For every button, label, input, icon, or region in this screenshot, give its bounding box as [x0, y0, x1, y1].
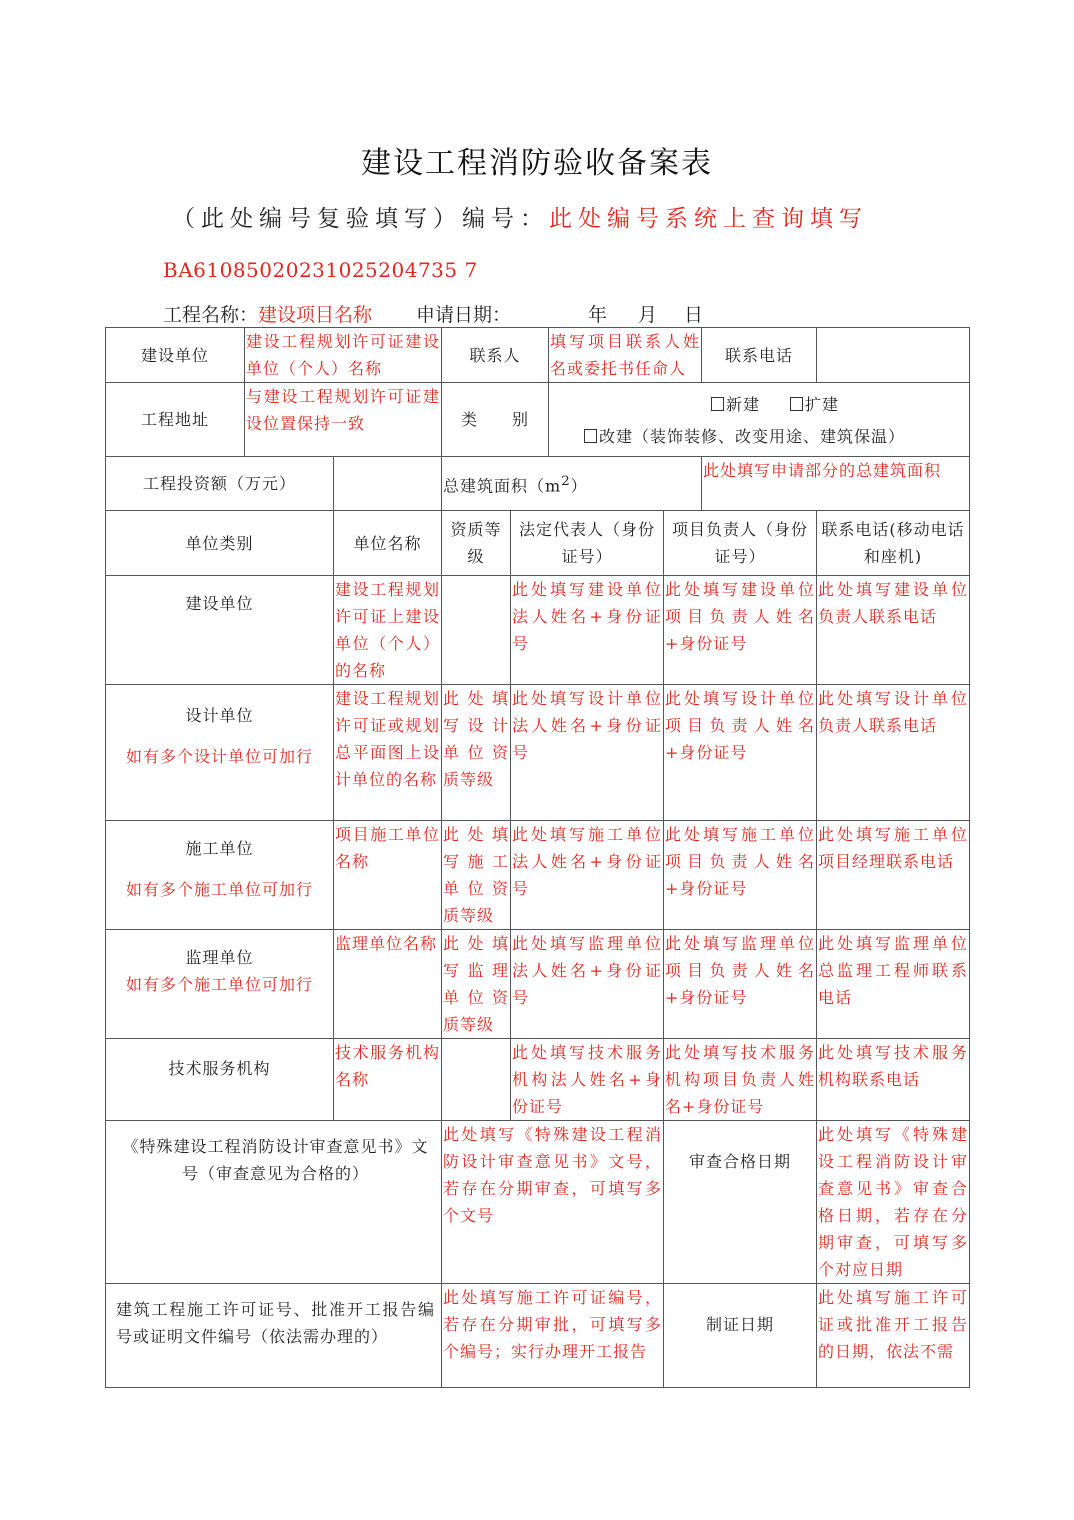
header-grade-text: 资质等级: [450, 520, 502, 566]
row-review: [106, 1121, 970, 1284]
row-investment: [106, 457, 970, 511]
page-title: 建设工程消防验收备案表: [361, 146, 713, 181]
review-date-label: 审查合格日期: [688, 1152, 791, 1171]
invest-value-cell[interactable]: [334, 457, 442, 511]
unit-type: 建设单位: [185, 594, 254, 613]
unit-leader-cell[interactable]: [664, 1039, 817, 1121]
contact-label-cell: [442, 328, 549, 383]
unit-phone-cell[interactable]: [817, 930, 970, 1039]
unit-legal: 此处填写施工单位法人姓名+身份证号: [512, 825, 662, 898]
unit-phone: 此处填写设计单位负责人联系电话: [818, 689, 968, 735]
review-value-cell[interactable]: [442, 1121, 664, 1284]
unit-legal: 此处填写设计单位法人姓名+身份证号: [512, 689, 662, 762]
checkbox-expand[interactable]: [790, 397, 803, 411]
owner-label: 建设单位: [140, 345, 209, 365]
unit-grade-cell[interactable]: [442, 685, 511, 821]
unit-grade-cell[interactable]: [442, 576, 511, 685]
area-value-cell[interactable]: [702, 457, 970, 511]
permit-value: 此处填写施工许可证编号，若存在分期审批，可填写多个编号；实行办理开工报告: [443, 1288, 662, 1361]
review-date-value: 此处填写《特殊建设工程消防设计审查意见书》审查合格日期，若存在分期审查，可填写多个对应日期: [818, 1125, 968, 1279]
area-label-sup: 2: [561, 473, 571, 489]
option-expand[interactable]: [790, 395, 839, 414]
unit-row-supervision: [106, 930, 970, 1039]
unit-type-cell: [106, 1039, 334, 1121]
unit-name: 监理单位名称: [335, 934, 438, 953]
permit-date-value: 此处填写施工许可证或批准开工报告的日期，依法不需: [818, 1288, 968, 1361]
invest-label-cell: [106, 457, 334, 511]
unit-note: 如有多个设计单位可加行: [125, 747, 313, 766]
unit-type: 监理单位: [185, 948, 254, 967]
unit-phone-cell[interactable]: [817, 576, 970, 685]
unit-row-owner: [106, 576, 970, 685]
review-label: 《特殊建设工程消防设计审查意见书》文号（审查意见为合格的）: [122, 1137, 429, 1183]
phone-value-cell[interactable]: [817, 328, 970, 383]
date-day: 日: [684, 304, 704, 326]
unit-phone: 此处填写建设单位负责人联系电话: [818, 580, 968, 626]
checkbox-rebuild[interactable]: [584, 429, 597, 443]
checkbox-new[interactable]: [711, 397, 724, 411]
unit-legal-cell[interactable]: [511, 930, 664, 1039]
unit-name-cell[interactable]: [334, 685, 442, 821]
unit-legal: 此处填写技术服务机构法人姓名+身份证号: [512, 1043, 662, 1116]
header-leader: [664, 511, 817, 576]
header-legal-text: 法定代表人（身份证号）: [518, 520, 655, 566]
unit-leader-cell[interactable]: [664, 930, 817, 1039]
option-rebuild-label: 改建（装饰装修、改变用途、建筑保温）: [599, 427, 906, 446]
header-legal: [511, 511, 664, 576]
unit-phone: 此处填写技术服务机构联系电话: [818, 1043, 968, 1089]
owner-value: 建设工程规划许可证建设单位（个人）名称: [246, 332, 440, 378]
unit-name-cell[interactable]: [334, 1039, 442, 1121]
contact-value: 填写项目联系人姓名或委托书任命人: [550, 332, 700, 378]
header-leader-text: 项目负责人（身份证号）: [671, 520, 808, 566]
area-label-cell: [442, 457, 702, 511]
document-number: BA61085020231025204735 7: [163, 258, 478, 282]
unit-legal-cell[interactable]: [511, 1039, 664, 1121]
unit-phone: 此处填写监理单位总监理工程师联系电话: [818, 934, 968, 1007]
unit-note: 如有多个施工单位可加行: [125, 975, 313, 994]
unit-leader-cell[interactable]: [664, 821, 817, 930]
unit-leader: 此处填写施工单位项目负责人姓名+身份证号: [665, 825, 815, 898]
unit-phone: 此处填写施工单位项目经理联系电话: [818, 825, 968, 871]
option-expand-label: 扩建: [805, 395, 840, 414]
option-rebuild[interactable]: [550, 418, 968, 450]
unit-legal: 此处填写建设单位法人姓名+身份证号: [512, 580, 662, 653]
unit-name: 项目施工单位名称: [335, 825, 440, 871]
area-value: 此处填写申请部分的总建筑面积: [703, 461, 942, 480]
permit-date-label-cell: [664, 1284, 817, 1388]
unit-leader: 此处填写设计单位项目负责人姓名+身份证号: [665, 689, 815, 762]
unit-legal-cell[interactable]: [511, 821, 664, 930]
project-line: [163, 300, 703, 327]
review-label-cell: [106, 1121, 442, 1284]
unit-legal-cell[interactable]: [511, 685, 664, 821]
contact-value-cell[interactable]: [549, 328, 702, 383]
permit-label: 建筑工程施工许可证号、批准开工报告编号或证明文件编号（依法需办理的）: [116, 1300, 435, 1346]
unit-name-cell[interactable]: [334, 930, 442, 1039]
project-name-label: 工程名称：: [163, 304, 259, 326]
unit-legal: 此处填写监理单位法人姓名+身份证号: [512, 934, 662, 1007]
project-name-value[interactable]: 建设项目名称: [258, 304, 373, 326]
unit-phone-cell[interactable]: [817, 1039, 970, 1121]
area-label-close: ）: [570, 476, 588, 496]
unit-name-cell[interactable]: [334, 576, 442, 685]
row-headers: [106, 511, 970, 576]
date-year: 年: [588, 304, 608, 326]
category-options-top: [550, 383, 968, 418]
unit-name: 建设工程规划许可证或规划总平面图上设计单位的名称: [335, 689, 440, 789]
unit-grade-cell[interactable]: [442, 1039, 511, 1121]
unit-type: 施工单位: [185, 839, 254, 858]
unit-grade: 此处填写施工单位资质等级: [443, 825, 509, 925]
review-date-label-cell: [664, 1121, 817, 1284]
header-type-text: 单位类别: [185, 533, 254, 553]
date-month: 月: [638, 304, 658, 326]
permit-date-label: 制证日期: [705, 1315, 774, 1334]
address-label: 工程地址: [140, 410, 209, 429]
unit-row-construction: [106, 821, 970, 930]
unit-leader-cell[interactable]: [664, 576, 817, 685]
address-label-cell: [106, 383, 245, 457]
option-new-label: 新建: [725, 395, 760, 414]
unit-leader: 此处填写技术服务机构项目负责人姓名+身份证号: [665, 1043, 815, 1116]
number-line: [172, 200, 868, 233]
option-new[interactable]: [711, 395, 760, 414]
unit-type-cell: [106, 821, 334, 930]
phone-label-cell: [702, 328, 817, 383]
owner-value-cell[interactable]: [245, 328, 442, 383]
permit-value-cell[interactable]: [442, 1284, 664, 1388]
unit-type-cell: [106, 576, 334, 685]
row-address: [106, 383, 970, 457]
unit-legal-cell[interactable]: [511, 576, 664, 685]
unit-name: 建设工程规划许可证上建设单位（个人）的名称: [335, 580, 440, 680]
contact-label: 联系人: [469, 345, 521, 365]
invest-label: 工程投资额（万元）: [142, 474, 296, 493]
number-hint: 此处编号系统上查询填写: [549, 206, 868, 232]
unit-grade: 此处填写监理单位资质等级: [443, 934, 509, 1034]
unit-leader: 此处填写建设单位项目负责人姓名+身份证号: [665, 580, 815, 653]
unit-type: 设计单位: [185, 706, 254, 725]
review-date-value-cell[interactable]: [817, 1121, 970, 1284]
unit-type-cell: [106, 930, 334, 1039]
unit-grade-cell[interactable]: [442, 930, 511, 1039]
header-grade: [442, 511, 511, 576]
unit-row-technical: [106, 1039, 970, 1121]
unit-leader-cell[interactable]: [664, 685, 817, 821]
permit-date-value-cell[interactable]: [817, 1284, 970, 1388]
phone-label: 联系电话: [724, 345, 793, 365]
row-owner: [106, 328, 970, 383]
header-name: [334, 511, 442, 576]
header-phone: [817, 511, 970, 576]
unit-grade: 此处填写设计单位资质等级: [443, 689, 509, 789]
unit-row-design: [106, 685, 970, 821]
permit-label-cell: [106, 1284, 442, 1388]
area-label: 总建筑面积（m: [443, 476, 562, 496]
header-phone-text: 联系电话(移动电话和座机): [821, 520, 965, 566]
address-value: 与建设工程规划许可证建设位置保持一致: [246, 387, 440, 433]
unit-phone-cell[interactable]: [817, 821, 970, 930]
unit-type: 技术服务机构: [168, 1059, 271, 1078]
header-name-text: 单位名称: [353, 533, 422, 553]
unit-name-cell[interactable]: [334, 821, 442, 930]
category-options-cell: [549, 383, 970, 457]
category-label: 类 别: [460, 410, 529, 429]
unit-type-cell: [106, 685, 334, 821]
owner-label-cell: [106, 328, 245, 383]
unit-note: 如有多个施工单位可加行: [125, 880, 313, 899]
header-type: [106, 511, 334, 576]
number-prefix: （此处编号复验填写）编号：: [172, 206, 549, 232]
address-value-cell[interactable]: [245, 383, 442, 457]
unit-leader: 此处填写监理单位项目负责人姓名+身份证号: [665, 934, 815, 1007]
apply-date-label: 申请日期：: [416, 304, 512, 326]
unit-name: 技术服务机构名称: [335, 1043, 440, 1089]
unit-phone-cell[interactable]: [817, 685, 970, 821]
review-value: 此处填写《特殊建设工程消防设计审查意见书》文号，若存在分期审查，可填写多个文号: [443, 1125, 662, 1225]
row-permit: [106, 1284, 970, 1388]
unit-grade-cell[interactable]: [442, 821, 511, 930]
filing-table: [105, 327, 970, 1388]
category-label-cell: [442, 383, 549, 457]
